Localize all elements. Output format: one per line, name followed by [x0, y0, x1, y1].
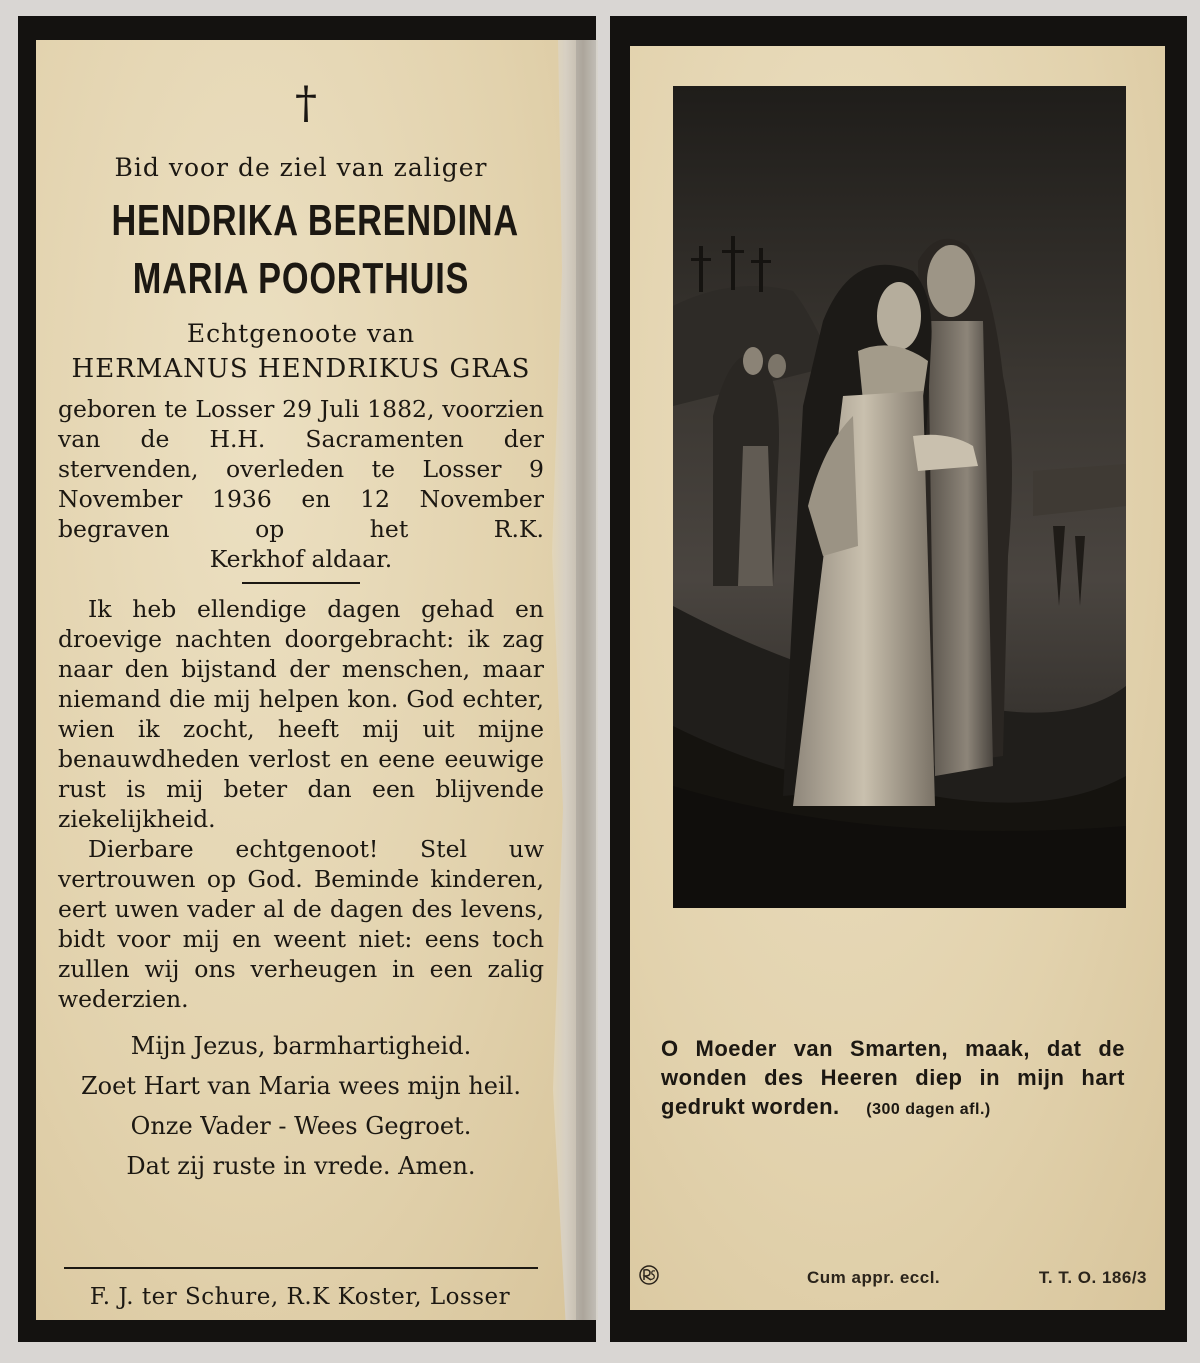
card-body: [58, 152, 544, 1186]
prayer-line: Mijn Jezus, barmhartigheid.: [130, 1032, 472, 1060]
printer-credit: F. J. ter Schure, R.K Koster, Losser: [89, 1284, 511, 1310]
devotional-picture: [673, 86, 1126, 908]
indulgence-note: (300 dagen afl.): [866, 1101, 991, 1118]
memorial-card-image-side: [610, 16, 1187, 1342]
prayer-line: Dat zij ruste in vrede. Amen.: [126, 1152, 476, 1180]
publisher-logo: [638, 1264, 660, 1292]
spouse-label: Echtgenoote van: [186, 319, 416, 348]
catalog-number: T. T. O. 186/3: [1038, 1268, 1147, 1287]
ecclesiastical-approval: Cum appr. eccl.: [807, 1268, 941, 1287]
biography-text-end: Kerkhof aldaar.: [209, 545, 393, 573]
cross-icon: †: [295, 78, 317, 129]
deceased-name-line2: MARIA POORTHUIS: [132, 254, 470, 303]
paragraph-1: Ik heb ellendige dagen gehad en droevige nachten doorgebracht: ik zag naar den bijstand der menschen, maar niemand die mij helpen kon. God echter, wien ik zocht, heeft mij uit mijne benauwdheden verlost en eene eeuwige rust is mij beter dan een blijvende ziekelijkheid.: [58, 595, 544, 833]
footer-divider: [64, 1267, 538, 1269]
biography-text: geboren te Losser 29 Juli 1882, voorzien van de H.H. Sacramenten der stervenden, overleden te Losser 9 November 1936 en 12 November begraven op het R.K.: [58, 395, 544, 543]
caption-text: O Moeder van Smarten, maak, dat de wonden des Heeren diep in mijn hart gedrukt worden.: [661, 1036, 1125, 1119]
intro-line: Bid voor de ziel van zaliger: [114, 153, 488, 182]
paragraph-2: Dierbare echtgenoot! Stel uw vertrouwen op God. Beminde kinderen, eert uwen vader al de dagen des levens, bidt voor mij en weent niet: eens toch zullen wij ons verheugen in een zalig wederzien.: [58, 835, 544, 1013]
memorial-card-text-side: [18, 16, 596, 1342]
card-paper: [36, 40, 576, 1320]
deceased-name-line1: HENDRIKA BERENDINA: [111, 196, 519, 245]
divider: [242, 582, 360, 584]
prayer-line: Onze Vader - Wees Gegroet.: [130, 1112, 472, 1140]
card-paper: [630, 46, 1165, 1310]
spouse-name: HERMANUS HENDRIKUS GRAS: [71, 354, 531, 384]
prayer-line: Zoet Hart van Maria wees mijn heil.: [80, 1072, 521, 1100]
scripture-text: [58, 594, 544, 1014]
prayer-caption: [661, 1034, 1125, 1124]
mourning-women-illustration: [673, 86, 1126, 908]
publisher-monogram-icon: [638, 1264, 660, 1286]
torn-edge: [548, 40, 598, 1320]
